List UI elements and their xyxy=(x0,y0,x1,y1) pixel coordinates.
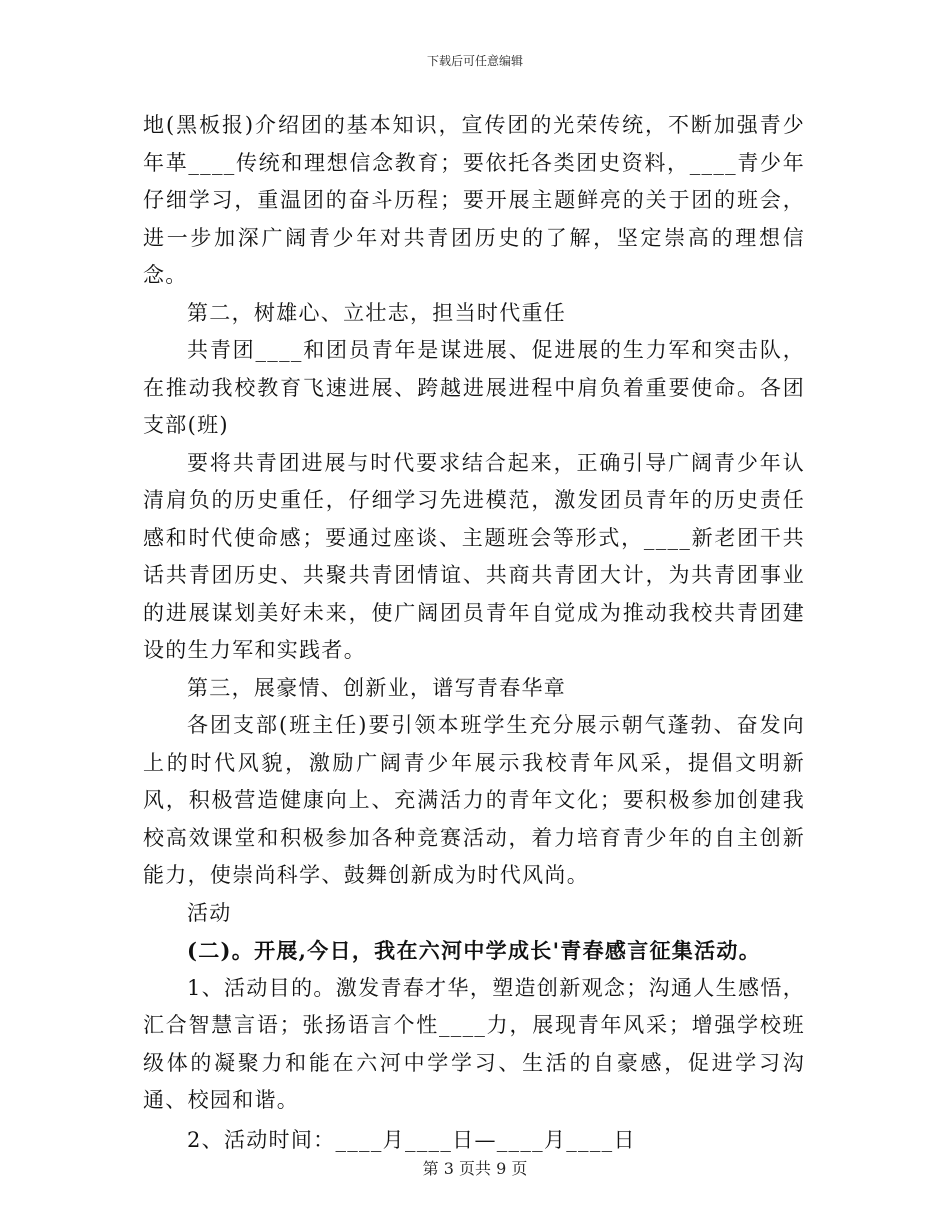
paragraph-league-role: 共青团____和团员青年是谋进展、促进展的生力军和突击队，在推动我校教育飞速进展、跨越进展进程中肩负着重要使命。各团支部(班) xyxy=(143,338,805,437)
heading-activities: 活动 xyxy=(187,900,232,925)
page-number-footer: 第 3 页共 9 页 xyxy=(422,1159,528,1178)
heading-activity-two: (二)。开展,今日，我在六河中学成长'青春感言征集活动。 xyxy=(187,938,762,963)
page-header: 下载后可任意编辑 xyxy=(426,54,523,68)
heading-second-point: 第二，树雄心、立壮志，担当时代重任 xyxy=(187,300,567,325)
paragraph-era-requirements: 要将共青团进展与时代要求结合起来，正确引导广阔青少年认清肩负的历史重任，仔细学习先进模范，激发团员青年的历史责任感和时代使命感；要通过座谈、主题班会等形式，____新老团干共话共青团历史、共聚共青团情谊、共商共青团大计，为共青团事业的进展谋划美好未来，使广阔团员青年自觉成为推动我校共青团建设的生力军和实践者。 xyxy=(143,450,805,662)
paragraph-activity-time: 2、活动时间：____月____日—____月____日 xyxy=(187,1127,636,1152)
heading-third-point: 第三，展豪情、创新业，谱写青春华章 xyxy=(187,675,567,700)
document-body xyxy=(143,107,805,1159)
paragraph-promote-history: 地(黑板报)介绍团的基本知识，宣传团的光荣传统，不断加强青少年革____传统和理想信念教育；要依托各类团史资料，____青少年仔细学习，重温团的奋斗历程；要开展主题鲜亮的关于团的班会，进一步加深广阔青少年对共青团历史的了解，坚定崇高的理想信念。 xyxy=(143,113,805,287)
paragraph-activity-purpose: 1、活动目的。激发青春才华，塑造创新观念；沟通人生感悟，汇合智慧言语；张扬语言个性____力，展现青年风采；增强学校班级体的凝聚力和能在六河中学学习、生活的自豪感，促进学习沟通、校园和谐。 xyxy=(143,975,805,1112)
paragraph-youth-culture: 各团支部(班主任)要引领本班学生充分展示朝气蓬勃、奋发向上的时代风貌，激励广阔青少年展示我校青年风采，提倡文明新风，积极营造健康向上、充满活力的青年文化；要积极参加创建我校高效课堂和积极参加各种竞赛活动，着力培育青少年的自主创新能力，使崇尚科学、鼓舞创新成为时代风尚。 xyxy=(143,713,805,887)
